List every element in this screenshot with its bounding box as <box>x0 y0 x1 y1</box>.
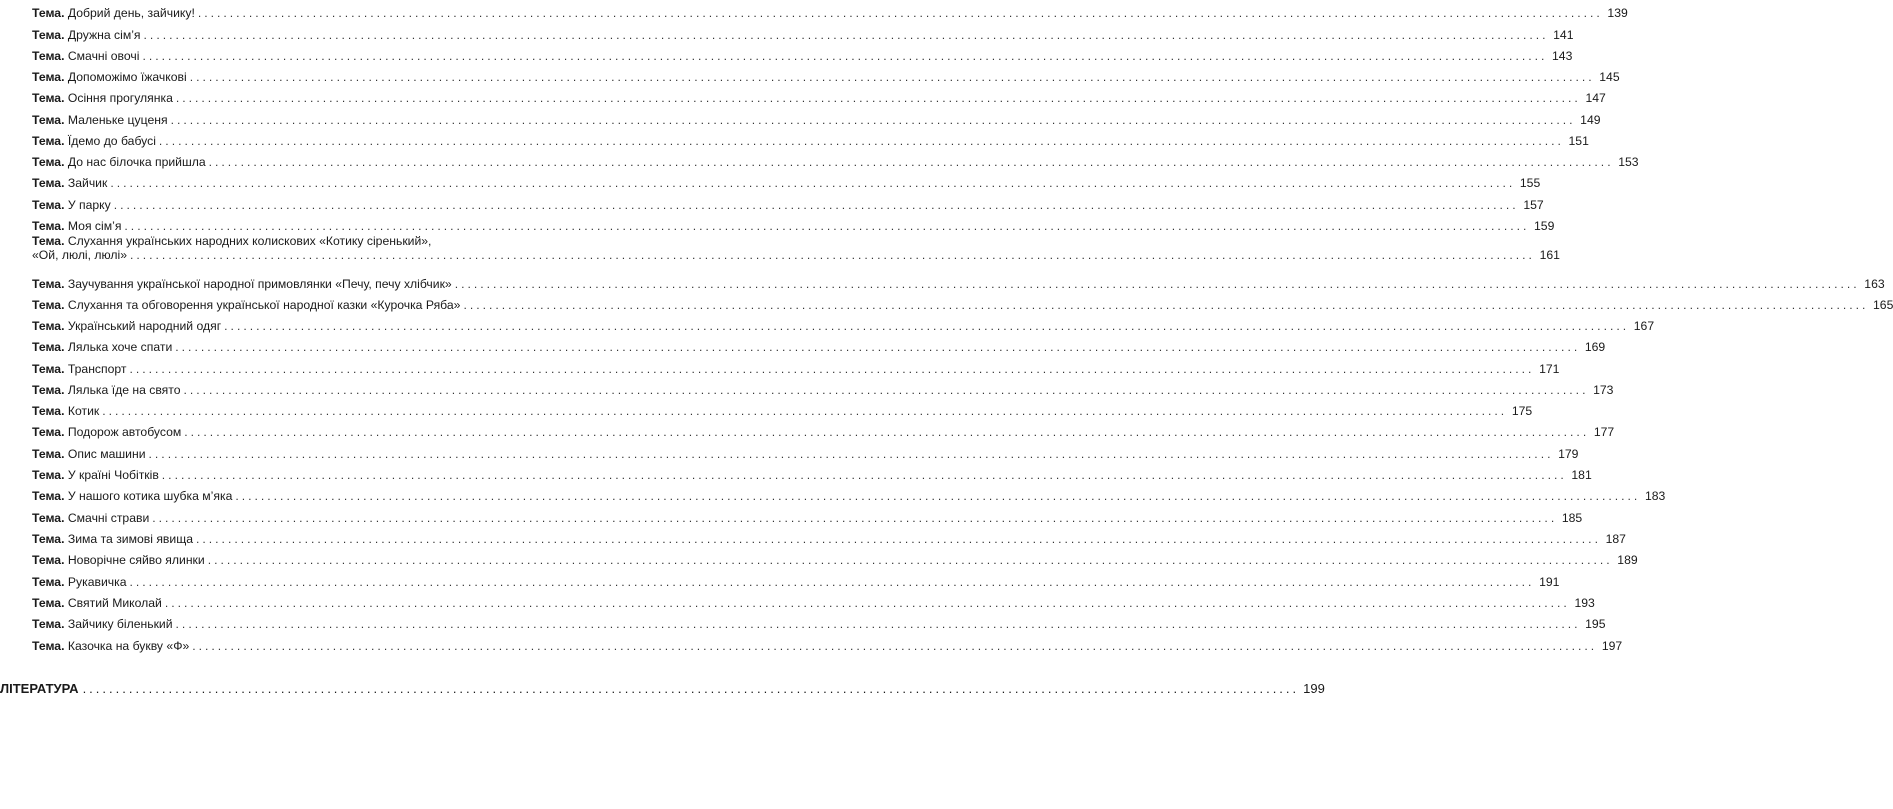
toc-entry-page-number: 145 <box>1599 70 1620 84</box>
toc-entry-label <box>32 113 168 127</box>
toc-entry-page-number: 161 <box>1539 248 1560 262</box>
toc-entry-prefix: Тема. <box>32 489 65 503</box>
toc-entry-prefix: Тема. <box>32 155 65 169</box>
toc-entry-page-number: 163 <box>1864 277 1885 291</box>
leader-dots: ............................................................................................................................................................................................................................ <box>208 155 1614 169</box>
toc-entry-label <box>32 49 139 63</box>
leader-dots: ............................................................................................................................................................................................................................ <box>129 362 1535 376</box>
toc-entry[interactable] <box>32 340 1606 354</box>
toc-entry-title: До нас білочка прийшла <box>67 155 206 169</box>
toc-entry[interactable] <box>32 6 1628 20</box>
literature-entry[interactable] <box>0 681 1325 697</box>
toc-entry-page-number: 177 <box>1593 425 1615 439</box>
toc-entry-prefix: Тема. <box>32 113 65 127</box>
toc-entry-title: Їдемо до бабусі <box>67 134 156 148</box>
leader-dots: ............................................................................................................................................................................................................................ <box>175 340 1581 354</box>
toc-entry-title-part: Слухання українських народних колискових «Котику сіренький», <box>67 234 432 248</box>
toc-entry-label <box>32 28 141 42</box>
toc-entry[interactable] <box>32 596 1595 610</box>
literature-page-number: 199 <box>1303 681 1325 696</box>
toc-entry-row <box>32 383 1614 397</box>
toc-entry-row <box>32 489 1666 503</box>
toc-entry[interactable] <box>32 575 1560 589</box>
toc-entry-page-number: 189 <box>1617 553 1638 567</box>
toc-entry-page-number: 197 <box>1601 639 1623 653</box>
toc-entry[interactable] <box>32 176 1541 190</box>
toc-entry-label <box>32 91 173 105</box>
toc-entry-label <box>32 639 189 653</box>
leader-dots: ............................................................................................................................................................................................................................ <box>124 219 1530 233</box>
toc-entry[interactable] <box>32 617 1606 631</box>
leader-dots: ............................................................................................................................................................................................................................ <box>197 6 1603 20</box>
toc-entry-label <box>32 489 232 503</box>
toc-entry[interactable] <box>32 134 1589 148</box>
toc-entry-prefix: Тема. <box>32 219 65 233</box>
toc-entry-label <box>32 383 181 397</box>
toc-entry-row <box>32 319 1655 333</box>
toc-entry-page-number: 185 <box>1561 511 1583 525</box>
toc-entry-prefix: Тема. <box>32 532 65 546</box>
toc-entry-prefix: Тема. <box>32 447 65 461</box>
toc-entry-page-number: 159 <box>1534 219 1555 233</box>
toc-entry-page-number: 181 <box>1571 468 1592 482</box>
toc-entry-label <box>32 219 121 233</box>
toc-entry[interactable] <box>32 362 1560 376</box>
toc-entry-row <box>32 198 1544 212</box>
toc-entry-title: Заучування української народної примовлянки «Печу, печу хлібчик» <box>67 277 452 291</box>
toc-entry-row <box>32 134 1589 148</box>
toc-entry-label <box>32 362 127 376</box>
toc-entry-row <box>32 447 1579 461</box>
toc-entry-title: Слухання та обговорення української народної казки «Курочка Ряба» <box>67 298 461 312</box>
toc-entry-page-number: 167 <box>1633 319 1655 333</box>
toc-entry-prefix: Тема. <box>32 340 65 354</box>
toc-entry-page-number: 175 <box>1511 404 1533 418</box>
toc-entry-title: Маленьке цуценя <box>67 113 168 127</box>
toc-entry-row <box>32 176 1541 190</box>
toc-entry-prefix: Тема. <box>32 277 65 291</box>
toc-entry-title: Святий Миколай <box>67 596 162 610</box>
leader-dots: ............................................................................................................................................................................................................................ <box>192 639 1598 653</box>
toc-entry-page-number: 153 <box>1618 155 1639 169</box>
toc-entry[interactable] <box>32 425 1615 439</box>
leader-dots: ............................................................................................................................................................................................................................ <box>142 49 1548 63</box>
toc-entry-prefix: Тема. <box>32 617 65 631</box>
toc-entry-page-number: 155 <box>1519 176 1541 190</box>
toc-entry-page-number: 191 <box>1539 575 1560 589</box>
toc-entry-label <box>32 596 162 610</box>
toc-entry-label <box>32 447 146 461</box>
toc-entry-page-number: 149 <box>1580 113 1601 127</box>
toc-entry-prefix: Тема. <box>32 639 65 653</box>
toc-entry-label <box>32 404 99 418</box>
toc-entry-row <box>32 511 1583 525</box>
toc-entry-title: Транспорт <box>67 362 127 376</box>
toc-entry-title: Допоможімо їжачкові <box>67 70 187 84</box>
toc-entry-title: Смачні страви <box>67 511 150 525</box>
toc-entry-title: Моя сім’я <box>67 219 122 233</box>
toc-entry-row <box>32 425 1615 439</box>
leader-dots: ............................................................................................................................................................................................................................ <box>102 404 1508 418</box>
toc-entry-row <box>32 617 1606 631</box>
toc-entry-title: «Ой, люлі, люлі» <box>32 248 127 262</box>
toc-entry-title: У нашого котика шубка м’яка <box>67 489 233 503</box>
toc-entry-prefix: Тема. <box>32 176 65 190</box>
toc-entry-title: Український народний одяг <box>67 319 222 333</box>
toc-entry-title: Подорож автобусом <box>67 425 182 439</box>
toc-entry[interactable] <box>32 404 1533 418</box>
toc-entry-prefix: Тема. <box>32 596 65 610</box>
toc-entry-prefix: Тема. <box>32 575 65 589</box>
toc-entry-row <box>32 468 1592 482</box>
toc-entry[interactable] <box>32 70 1620 84</box>
toc-entry-title: Новорічне сяйво ялинки <box>67 553 205 567</box>
toc-entry-prefix: Тема. <box>32 511 65 525</box>
toc-entry[interactable] <box>32 277 1885 291</box>
leader-dots: ............................................................................................................................................................................................................................ <box>158 134 1564 148</box>
toc-entry-label <box>32 575 127 589</box>
toc-entry-label <box>32 298 460 312</box>
toc-entry-title: Зайчику біленький <box>67 617 173 631</box>
toc-entry-label <box>32 70 187 84</box>
toc-entry-row <box>32 362 1560 376</box>
toc-entry-title: Добрий день, зайчику! <box>67 6 195 20</box>
leader-dots: ............................................................................................................................................................................................................................ <box>113 198 1519 212</box>
toc-entry-prefix: Тема. <box>32 198 65 212</box>
toc-entry-prefix: Тема. <box>32 362 65 376</box>
toc-entry-title: У країні Чобітків <box>67 468 159 482</box>
toc-entry-page-number: 147 <box>1585 91 1606 105</box>
toc-entry-label <box>32 340 172 354</box>
toc-entry-title-line <box>32 234 598 248</box>
leader-dots: ............................................................................................................................................................................................................................ <box>170 113 1576 127</box>
toc-entry-prefix: Тема. <box>32 553 65 567</box>
leader-dots: ............................................................................................................................................................................................................................ <box>164 596 1570 610</box>
toc-entry-prefix: Тема. <box>32 319 65 333</box>
toc-entry-title: Лялька їде на свято <box>67 383 181 397</box>
toc-entry-title: Зима та зимові явища <box>67 532 194 546</box>
toc-entry-prefix: Тема. <box>32 134 65 148</box>
toc-entry-row <box>32 532 1626 546</box>
toc-entry-row <box>32 155 1639 169</box>
toc-entry[interactable] <box>32 532 1626 546</box>
toc-entry[interactable] <box>32 49 1573 63</box>
leader-dots: ............................................................................................................................................................................................................................ <box>235 489 1641 503</box>
toc-entry[interactable] <box>32 511 1583 525</box>
toc-entry-title: Зайчик <box>67 176 108 190</box>
toc-entry-prefix: Тема. <box>32 298 65 312</box>
toc-entry[interactable] <box>32 639 1623 653</box>
leader-dots: ............................................................................................................................................................................................................................ <box>161 468 1567 482</box>
toc-entry-prefix: Тема. <box>32 404 65 418</box>
toc-entry-label <box>32 176 107 190</box>
toc-entry-page-number: 183 <box>1644 489 1666 503</box>
toc-entry-row <box>32 575 1560 589</box>
toc-entry-label <box>32 511 149 525</box>
leader-dots: ............................................................................................................................................................................................................................ <box>454 277 1860 291</box>
toc-entry-title: Смачні овочі <box>67 49 140 63</box>
toc-entry[interactable] <box>32 198 1544 212</box>
toc-entry-label <box>32 617 173 631</box>
toc-entry-title: Опис машини <box>67 447 146 461</box>
toc-entry-page-number: 193 <box>1574 596 1595 610</box>
leader-dots: ............................................................................................................................................................................................................................ <box>207 553 1613 567</box>
leader-dots: ............................................................................................................................................................................................................................ <box>196 532 1601 546</box>
toc-entry[interactable] <box>32 468 1592 482</box>
toc-entry-page-number: 157 <box>1523 198 1544 212</box>
toc-entry-page-number: 173 <box>1593 383 1614 397</box>
toc-entry[interactable] <box>32 234 1560 262</box>
leader-dots: ............................................................................................................................................................................................................................ <box>175 91 1581 105</box>
toc-entry-label <box>32 134 156 148</box>
toc-entry-label <box>32 198 111 212</box>
toc-entry-title: Казочка на букву «Ф» <box>67 639 190 653</box>
toc-entry-title: Дружна сім’я <box>67 28 141 42</box>
toc-entry[interactable] <box>32 489 1666 503</box>
toc-entry[interactable] <box>32 113 1601 127</box>
leader-dots: ............................................................................................................................................................................................................................ <box>130 248 1535 262</box>
toc-entry-prefix: Тема. <box>32 383 65 397</box>
toc-entry[interactable] <box>32 383 1614 397</box>
toc-entry-row <box>32 248 1560 262</box>
toc-entry-prefix: Тема. <box>32 28 65 42</box>
toc-entry-title: У парку <box>67 198 111 212</box>
toc-entry-label <box>32 248 127 262</box>
toc-entry-page-number: 179 <box>1558 447 1579 461</box>
toc-entry[interactable] <box>32 155 1639 169</box>
leader-dots: ............................................................................................................................................................................................................................ <box>152 511 1558 525</box>
leader-dots: ............................................................................................................................................................................................................................ <box>143 28 1549 42</box>
leader-dots: ........................................................................................................................................................................................ <box>82 681 1300 696</box>
toc-entry-page-number: 151 <box>1568 134 1589 148</box>
leader-dots: ............................................................................................................................................................................................................................ <box>129 575 1535 589</box>
toc-entry-prefix: Тема. <box>32 91 65 105</box>
toc-entry-page-number: 169 <box>1584 340 1606 354</box>
toc-entry[interactable] <box>32 28 1574 42</box>
toc-entry-row <box>32 277 1885 291</box>
leader-dots: ............................................................................................................................................................................................................................ <box>110 176 1516 190</box>
toc-entry-label <box>32 277 452 291</box>
toc-entry-row <box>32 553 1638 567</box>
toc-entry[interactable] <box>32 91 1606 105</box>
toc-entry-row <box>32 91 1606 105</box>
toc-entry-row <box>32 219 1555 233</box>
toc-entry-page-number: 195 <box>1585 617 1606 631</box>
toc-entry-label <box>32 155 206 169</box>
toc-entry-row <box>32 404 1533 418</box>
toc-entry-label <box>32 6 195 20</box>
toc-entry[interactable] <box>32 319 1655 333</box>
toc-entry[interactable] <box>32 553 1638 567</box>
toc-entry-row <box>32 6 1628 20</box>
toc-entry-page-number: 165 <box>1873 298 1893 312</box>
toc-entry-label <box>32 532 193 546</box>
toc-entry-title: Лялька хоче спати <box>67 340 173 354</box>
toc-entry-prefix: Тема. <box>32 70 65 84</box>
toc-entry-page-number: 187 <box>1605 532 1626 546</box>
leader-dots: ............................................................................................................................................................................................................................ <box>175 617 1581 631</box>
toc-entry-row <box>32 340 1606 354</box>
toc-entry-row <box>32 28 1574 42</box>
leader-dots: ............................................................................................................................................................................................................................ <box>183 383 1589 397</box>
toc-entry-prefix: Тема. <box>32 234 65 248</box>
toc-entry-label <box>32 425 181 439</box>
toc-entry-prefix: Тема. <box>32 468 65 482</box>
toc-entry-page-number: 143 <box>1552 49 1573 63</box>
toc-entry-row <box>32 639 1623 653</box>
toc-entry-prefix: Тема. <box>32 49 65 63</box>
toc-entry-page-number: 139 <box>1607 6 1628 20</box>
toc-entry[interactable] <box>32 219 1555 233</box>
toc-entry-page-number: 141 <box>1553 28 1574 42</box>
toc-entry-row <box>32 70 1620 84</box>
toc-entry-title: Осіння прогулянка <box>67 91 173 105</box>
toc-entry-label <box>32 468 159 482</box>
toc-entry-row <box>32 49 1573 63</box>
toc-entry-prefix: Тема. <box>32 425 65 439</box>
leader-dots: ............................................................................................................................................................................................................................ <box>463 298 1869 312</box>
literature-title: ЛІТЕРАТУРА <box>0 681 79 696</box>
toc-entry-prefix: Тема. <box>32 6 65 20</box>
leader-dots: ............................................................................................................................................................................................................................ <box>189 70 1595 84</box>
toc-entry-row <box>32 113 1601 127</box>
toc-entry[interactable] <box>32 447 1579 461</box>
leader-dots: ............................................................................................................................................................................................................................ <box>148 447 1554 461</box>
toc-entry-label <box>32 553 205 567</box>
toc-entry-page-number: 171 <box>1539 362 1560 376</box>
leader-dots: ............................................................................................................................................................................................................................ <box>184 425 1590 439</box>
leader-dots: ............................................................................................................................................................................................................................ <box>224 319 1630 333</box>
toc-entry-title: Рукавичка <box>67 575 127 589</box>
toc-entry-row <box>32 596 1595 610</box>
toc-entry-title: Котик <box>67 404 100 418</box>
toc-entry-row <box>32 298 1893 312</box>
toc-entry[interactable] <box>32 298 1893 312</box>
toc-entry-label <box>32 319 221 333</box>
